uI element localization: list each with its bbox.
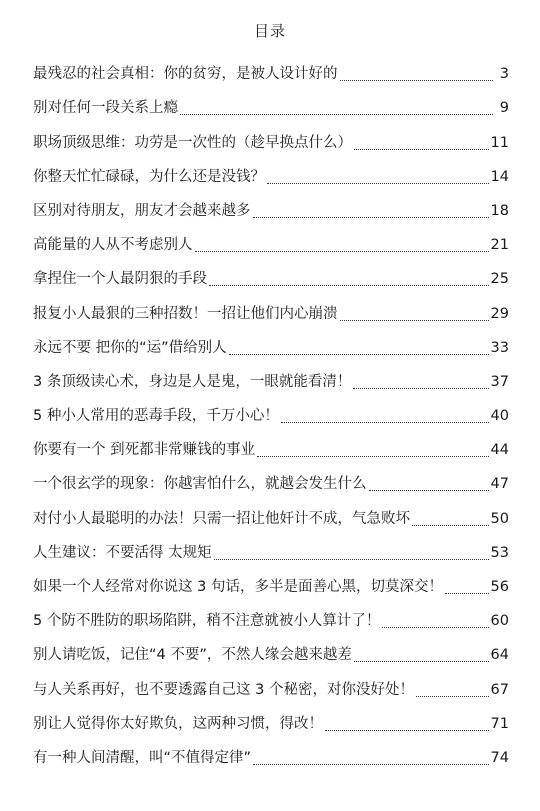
toc-entry-page-number: 11 [490, 134, 509, 151]
dot-leader [253, 216, 489, 218]
dot-leader [229, 353, 489, 355]
toc-entry-title: 有一种人间清醒，叫“不值得定律” [33, 749, 252, 766]
toc-entry[interactable] [33, 631, 509, 665]
toc-entry-title: 你要有一个 到死都非常赚钱的事业 [33, 442, 256, 459]
dot-leader [340, 79, 494, 81]
dot-leader [267, 182, 489, 184]
toc-entry-title: 高能量的人从不考虑别人 [33, 237, 193, 254]
toc-entry-title: 最残忍的社会真相：你的贫穷，是被人设计好的 [33, 66, 338, 83]
toc-entry[interactable] [33, 289, 509, 323]
toc-entry-title: 职场顶级思维：功劳是一次性的（趁早换点什么） [33, 134, 352, 151]
toc-entry-title: 如果一个人经常对你说这 3 句话，多半是面善心黑，切莫深交！ [33, 579, 443, 595]
toc-entry-page-number: 64 [490, 647, 509, 664]
dot-leader [354, 660, 489, 662]
toc-entry-title: 5 个防不胜防的职场陷阱，稍不注意就被小人算计了！ [33, 613, 381, 630]
dot-leader [214, 558, 489, 560]
toc-entry-page-number: 74 [490, 749, 509, 766]
toc-entry-title: 永远不要 把你的“运”借给别人 [33, 339, 227, 356]
toc-entry-page-number: 71 [490, 715, 509, 732]
dot-leader [180, 113, 493, 115]
toc-entry-page-number: 25 [490, 271, 509, 288]
toc-entry[interactable] [33, 597, 509, 631]
toc-entry-page-number: 47 [490, 476, 509, 493]
toc-entry-page-number: 29 [490, 305, 509, 322]
toc-entry-page-number: 44 [490, 442, 509, 459]
toc-entry-page-number: 40 [490, 408, 509, 425]
toc-entry-title: 对付小人最聪明的办法！只需一招让他奸计不成，气急败坏 [33, 510, 410, 527]
toc-entry-page-number: 37 [490, 373, 509, 390]
toc-entry-page-number: 9 [499, 100, 509, 117]
toc-entry[interactable] [33, 426, 509, 460]
toc-list [33, 50, 509, 768]
dot-leader [354, 148, 489, 150]
toc-entry[interactable] [33, 118, 509, 152]
dot-leader [209, 284, 489, 286]
dot-leader [416, 695, 489, 697]
toc-entry-page-number: 53 [490, 544, 509, 561]
toc-entry-page-number: 14 [490, 168, 509, 185]
toc-entry-page-number: 67 [490, 681, 509, 698]
toc-entry-page-number: 60 [490, 613, 509, 630]
dot-leader [412, 524, 489, 526]
toc-entry[interactable] [33, 563, 509, 597]
dot-leader [257, 455, 488, 457]
toc-entry-page-number: 18 [490, 202, 509, 219]
toc-entry[interactable] [33, 187, 509, 221]
toc-entry-title: 别让人觉得你太好欺负，这两种习惯，得改！ [33, 715, 323, 732]
dot-leader [369, 489, 489, 491]
toc-entry-page-number: 50 [490, 510, 509, 527]
toc-entry[interactable] [33, 460, 509, 494]
toc-entry[interactable] [33, 700, 509, 734]
dot-leader [445, 592, 489, 594]
toc-entry-title: 与人关系再好，也不要透露自己这 3 个秘密，对你没好处！ [33, 681, 414, 698]
dot-leader [325, 729, 489, 731]
toc-entry[interactable] [33, 392, 509, 426]
toc-entry[interactable] [33, 84, 509, 118]
toc-entry-title: 人生建议：不要活得 太规矩 [33, 544, 212, 561]
toc-entry-page-number: 56 [490, 579, 509, 595]
toc-entry-title: 别人请吃饭，记住“4 不要”，不然人缘会越来越差 [33, 647, 352, 664]
toc-entry-title: 拿捏住一个人最阴狠的手段 [33, 271, 207, 288]
dot-leader [253, 763, 489, 765]
toc-entry[interactable] [33, 221, 509, 255]
toc-entry-title: 5 种小人常用的恶毒手段，千万小心！ [33, 408, 279, 425]
toc-entry-page-number: 3 [499, 66, 509, 83]
toc-entry-title: 区别对待朋友，朋友才会越来越多 [33, 202, 251, 219]
toc-entry[interactable] [33, 50, 509, 84]
toc-entry[interactable] [33, 494, 509, 528]
toc-entry-page-number: 21 [490, 237, 509, 254]
toc-entry-title: 报复小人最狠的三种招数！一招让他们内心崩溃 [33, 305, 338, 322]
toc-entry[interactable] [33, 153, 509, 187]
toc-entry-title: 你整天忙忙碌碌，为什么还是没钱？ [33, 168, 265, 185]
toc-entry-title: 一个很玄学的现象：你越害怕什么，就越会发生什么 [33, 476, 367, 493]
toc-entry[interactable] [33, 324, 509, 358]
toc-entry[interactable] [33, 255, 509, 289]
toc-entry[interactable] [33, 665, 509, 699]
toc-entry-title: 别对任何一段关系上瘾 [33, 100, 178, 117]
toc-title: 目录 [253, 22, 286, 40]
dot-leader [340, 319, 489, 321]
toc-entry[interactable] [33, 529, 509, 563]
dot-leader [382, 626, 488, 628]
dot-leader [281, 421, 489, 423]
dot-leader [195, 250, 489, 252]
toc-entry[interactable] [33, 358, 509, 392]
toc-entry-title: 3 条顶级读心术，身边是人是鬼，一眼就能看清！ [33, 373, 352, 390]
toc-entry-page-number: 33 [490, 339, 509, 356]
dot-leader [353, 387, 488, 389]
toc-entry[interactable] [33, 734, 509, 768]
